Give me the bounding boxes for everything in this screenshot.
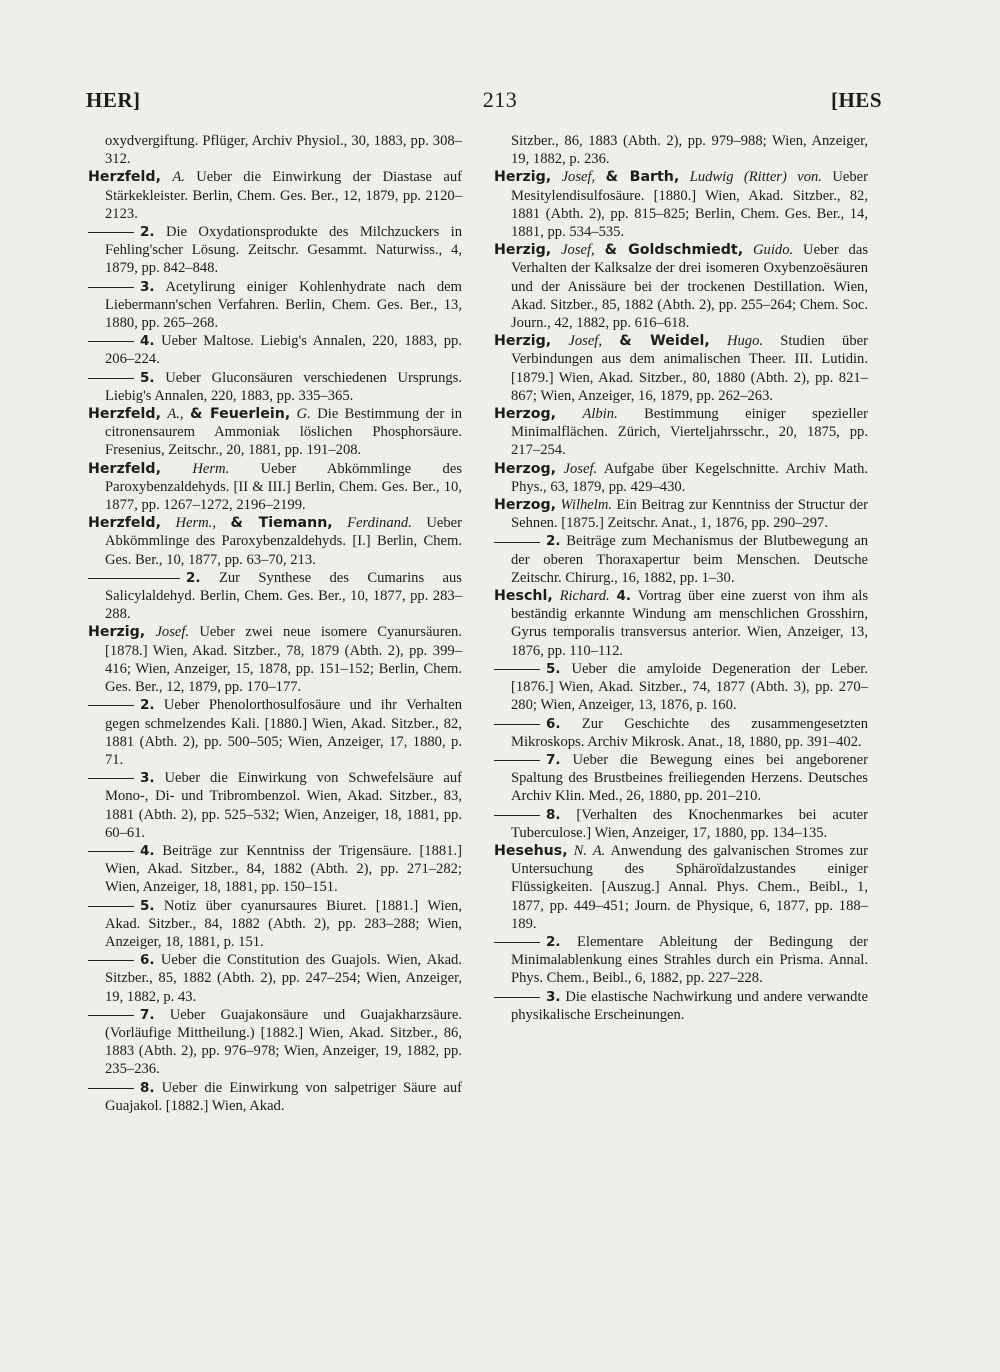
bibliography-entry bbox=[88, 460, 462, 515]
entry-text: Vortrag über eine zuerst von ihm als beständig erkannte Windung am menschlichen Grosshirn, Gyrus temporalis transversus anterior. Wien, Anzeiger, 13, 1876, pp. 110–112. bbox=[511, 588, 869, 659]
author-surname: Herzfeld, bbox=[88, 406, 161, 423]
entry-text: Notiz über cyanursaures Biuret. [1881.] Wien, Akad. Sitzber., 84, 1882 (Abth. 2), pp. 283–288; Wien, Anzeiger, 18, 1881, p. 151. bbox=[105, 897, 462, 950]
author-surname: Herzig, bbox=[88, 624, 146, 641]
author-given-name: N. A. bbox=[573, 842, 606, 859]
bibliography-entry bbox=[88, 332, 462, 368]
entry-text: Ueber die Einwirkung von Schwefelsäure auf Mono-, Di- und Tribrombenzol. Wien, Akad. Sitzber., 83, 1881 (Abth. 2), pp. 525–532; Wien, Anzeiger, 18, 1881, pp. 60–61. bbox=[105, 770, 462, 841]
author-surname: Herzfeld, bbox=[88, 515, 161, 532]
entry-number: 8. bbox=[546, 806, 561, 823]
ditto-rule bbox=[494, 815, 540, 816]
bibliography-entry bbox=[494, 241, 868, 332]
bibliography-entry bbox=[494, 532, 868, 587]
entry-text: Ueber die amyloide Degeneration der Leber. [1876.] Wien, Akad. Sitzber., 74, 1877 (Abth. 3), pp. 270–280; Wien, Anzeiger, 13, 1876, p. 160. bbox=[511, 660, 868, 714]
entry-text: Ueber die Bewegung eines bei angeborener Spaltung des Brustbeines freiliegenden Herzens. Deutsches Archiv Klin. Med., 26, 1880, pp. 201–210. bbox=[511, 751, 868, 805]
author-surname: Hesehus, bbox=[494, 842, 568, 859]
author-surname: Herzig, bbox=[494, 169, 552, 186]
bibliography-entry bbox=[88, 132, 462, 168]
bibliography-entry bbox=[494, 806, 868, 842]
entry-number: 4. bbox=[140, 842, 155, 859]
entry-number: 5. bbox=[546, 660, 561, 677]
bibliography-entry bbox=[88, 405, 462, 460]
ditto-rule bbox=[494, 669, 540, 670]
author-surname: Herzig, bbox=[494, 333, 552, 350]
entry-number: 3. bbox=[140, 770, 155, 787]
entry-text: Ueber die Constitution des Guajols. Wien, Akad. Sitzber., 85, 1882 (Abth. 2), pp. 247–254; Wien, Anzeiger, 19, 1882, p. 43. bbox=[105, 952, 462, 1005]
right-column bbox=[494, 132, 868, 1024]
author-given-name: A. bbox=[172, 169, 185, 186]
entry-text: [Verhalten des Knochenmarkes bei acuter Tuberculose.] Wien, Anzeiger, 17, 1880, pp. 134–135. bbox=[511, 806, 868, 841]
author-surname: Herzig, bbox=[494, 242, 552, 259]
entry-text: oxydvergiftung. Pflüger, Archiv Physiol., 30, 1883, pp. 308–312. bbox=[105, 133, 462, 168]
bibliography-entry bbox=[494, 751, 868, 806]
ditto-rule bbox=[494, 997, 540, 998]
entry-text: Studien über Verbindungen aus dem animalischen Theer. III. Lutidin. [1879.] Wien, Akad. Sitzber., 80, 1880 (Abth. 2), pp. 821–867; Wien, Anzeiger, 16, 1879, pp. 262–263. bbox=[511, 333, 868, 404]
coauthor-surname: & Tiemann, bbox=[230, 515, 333, 532]
entry-text: Ueber Guajakonsäure und Guajakharzsäure. (Vorläufige Mittheilung.) [1882.] Wien, Akad. Sitzber., 86, 1883 (Abth. 2), pp. 976–978; Wien, Anzeiger, 19, 1882, pp. 235–236. bbox=[105, 1006, 462, 1078]
ditto-rule bbox=[88, 578, 180, 579]
bibliography-entry bbox=[88, 1006, 462, 1079]
bibliography-entry bbox=[88, 623, 462, 696]
ditto-rule bbox=[88, 906, 134, 907]
entry-text: Die Bestimmung der in citronensaurem Ammoniak löslichen Phosphorsäure. Fresenius, Zeitschr., 20, 1881, pp. 191–208. bbox=[105, 406, 462, 459]
bibliography-entry bbox=[494, 587, 868, 660]
bibliography-entry bbox=[494, 715, 868, 751]
entry-number: 6. bbox=[546, 715, 561, 732]
author-given-name: A., bbox=[167, 406, 184, 423]
bibliography-entry bbox=[88, 514, 462, 569]
bibliography-entry bbox=[494, 460, 868, 496]
ditto-rule bbox=[494, 724, 540, 725]
ditto-rule bbox=[88, 851, 134, 852]
entry-text: Ueber die Einwirkung der Diastase auf Stärkekleister. Berlin, Chem. Ges. Ber., 12, 1879, pp. 2120–2123. bbox=[105, 169, 462, 222]
entry-text: Ueber das Verhalten der Kalksalze der drei isomeren Oxybenzoësäuren und der Anissäure bei der trockenen Destillation. Wien, Akad. Sitzber., 85, 1882 (Abth. 2), pp. 255–264; Chem. Soc. Journ., 42, 1882, pp. 616–618. bbox=[511, 242, 869, 332]
bibliography-entry bbox=[494, 332, 868, 405]
ditto-rule bbox=[88, 778, 134, 779]
ditto-rule bbox=[88, 341, 134, 342]
coauthor-surname: & Feuerlein, bbox=[189, 406, 291, 423]
entry-number: 5. bbox=[140, 369, 155, 386]
entry-number: 4. bbox=[616, 588, 632, 605]
entry-text: Acetylirung einiger Kohlenhydrate nach dem Liebermann'schen Verfahren. Berlin, Chem. Ges. Ber., 13, 1880, pp. 265–268. bbox=[105, 278, 463, 332]
entry-text: Zur Geschichte des zusammengesetzten Mikroskops. Archiv Mikrosk. Anat., 18, 1880, pp. 391–402. bbox=[511, 715, 868, 750]
ditto-rule bbox=[494, 542, 540, 543]
entry-text: Bestimmung einiger spezieller Minimalflächen. Zürich, Vierteljahrsschr., 20, 1875, pp. 217–254. bbox=[511, 406, 868, 459]
author-surname: Herzfeld, bbox=[88, 460, 161, 477]
running-head-left: HER] bbox=[86, 88, 141, 112]
bibliography-entry bbox=[88, 369, 462, 405]
author-given-name: Albin. bbox=[582, 406, 618, 423]
ditto-rule bbox=[494, 760, 540, 761]
entry-number: 2. bbox=[546, 533, 561, 550]
ditto-rule bbox=[88, 1088, 134, 1089]
entry-text: Sitzber., 86, 1883 (Abth. 2), pp. 979–988; Wien, Anzeiger, 19, 1882, p. 236. bbox=[511, 133, 868, 168]
bibliography-entry bbox=[88, 1079, 462, 1115]
coauthor-given-name: Ferdinand. bbox=[347, 515, 412, 532]
coauthor-given-name: Ludwig (Ritter) von. bbox=[689, 169, 822, 186]
ditto-rule bbox=[88, 960, 134, 961]
ditto-rule bbox=[88, 705, 134, 706]
ditto-rule bbox=[88, 287, 134, 288]
bibliography-entry bbox=[88, 278, 462, 333]
entry-text: Ein Beitrag zur Kenntniss der Structur der Sehnen. [1875.] Zeitschr. Anat., 1, 1876, pp. 290–297. bbox=[511, 497, 868, 532]
bibliography-entry bbox=[494, 496, 868, 532]
author-given-name: Josef, bbox=[561, 242, 595, 259]
bibliography-entry bbox=[494, 933, 868, 988]
coauthor-given-name: Guido. bbox=[753, 242, 794, 259]
entry-number: 3. bbox=[140, 278, 155, 295]
entry-text: Zur Synthese des Cumarins aus Salicylaldehyd. Berlin, Chem. Ges. Ber., 10, 1877, pp. 283–288. bbox=[105, 569, 462, 623]
coauthor-surname: & Barth, bbox=[605, 169, 680, 186]
entry-number: 2. bbox=[186, 569, 201, 586]
entry-number: 2. bbox=[546, 933, 561, 950]
author-surname: Heschl, bbox=[494, 588, 553, 605]
entry-number: 7. bbox=[546, 751, 561, 768]
author-surname: Herzog, bbox=[494, 460, 557, 477]
entry-number: 4. bbox=[140, 333, 155, 350]
entry-number: 3. bbox=[546, 988, 561, 1005]
author-given-name: Josef, bbox=[568, 333, 603, 350]
bibliography-entry bbox=[494, 988, 868, 1024]
entry-number: 2. bbox=[140, 224, 155, 241]
bibliography-entry bbox=[494, 132, 868, 168]
entry-text: Ueber Gluconsäuren verschiedenen Ursprungs. Liebig's Annalen, 220, 1883, pp. 335–365. bbox=[105, 369, 462, 404]
author-given-name: Josef. bbox=[563, 460, 598, 477]
entry-text: Ueber Abkömmlinge des Paroxybenzaldehyds. [I.] Berlin, Chem. Ges. Ber., 10, 1877, pp. 63–70, 213. bbox=[105, 515, 462, 568]
bibliography-entry bbox=[88, 897, 462, 952]
entry-text: Elementare Ableitung der Bedingung der Minimalablenkung eines Strahles durch ein Prisma. Annal. Phys. Chem., Beibl., 6, 1882, pp. 227–228. bbox=[511, 933, 868, 987]
entry-text: Die elastische Nachwirkung und andere verwandte physikalische Erscheinungen. bbox=[511, 988, 868, 1023]
author-given-name: Richard. bbox=[559, 588, 610, 605]
running-head-right: [HES bbox=[830, 88, 882, 112]
bibliography-entry bbox=[88, 168, 462, 223]
author-given-name: Josef, bbox=[561, 169, 596, 186]
bibliography-entry bbox=[88, 569, 462, 624]
author-surname: Herzog, bbox=[494, 497, 557, 514]
entry-number: 5. bbox=[140, 897, 155, 914]
bibliography-entry bbox=[494, 405, 868, 460]
coauthor-given-name: Hugo. bbox=[726, 333, 764, 350]
entry-text: Ueber Abkömmlinge des Paroxybenzaldehyds. [II & III.] Berlin, Chem. Ges. Ber., 10, 1877, pp. 1267–1272, 2196–2199. bbox=[105, 460, 462, 514]
bibliography-entry bbox=[88, 769, 462, 842]
entry-number: 7. bbox=[140, 1006, 155, 1023]
bibliography-entry bbox=[88, 696, 462, 769]
entry-text: Ueber zwei neue isomere Cyanursäuren. [1878.] Wien, Akad. Sitzber., 78, 1879 (Abth. 2), pp. 399–416; Wien, Anzeiger, 15, 1878, pp. 151–152; Berlin, Chem. Ges. Ber., 12, 1879, pp. 170–177. bbox=[105, 624, 462, 696]
author-surname: Herzog, bbox=[494, 406, 557, 423]
entry-text: Ueber Maltose. Liebig's Annalen, 220, 1883, pp. 206–224. bbox=[105, 333, 462, 368]
left-column bbox=[88, 132, 462, 1115]
entry-number: 8. bbox=[140, 1079, 155, 1096]
author-given-name: Josef. bbox=[155, 624, 190, 641]
entry-text: Beiträge zum Mechanismus der Blutbewegung an der oberen Thoraxapertur beim Menschen. Deutsche Zeitschr. Chirurg., 16, 1882, pp. 1–30. bbox=[511, 533, 868, 586]
entry-text: Aufgabe über Kegelschnitte. Archiv Math. Phys., 63, 1879, pp. 429–430. bbox=[511, 460, 869, 495]
ditto-rule bbox=[88, 232, 134, 233]
bibliography-entry bbox=[88, 842, 462, 897]
entry-text: Ueber Phenolorthosulfosäure und ihr Verhalten gegen schmelzendes Kali. [1880.] Wien, Akad. Sitzber., 82, 1881 (Abth. 2), pp. 500–505; Wien, Anzeiger, 17, 1880, p. 71. bbox=[105, 697, 462, 768]
coauthor-surname: & Goldschmiedt, bbox=[604, 242, 744, 259]
coauthor-surname: & Weidel, bbox=[619, 333, 710, 350]
entry-text: Anwendung des galvanischen Stromes zur Untersuchung des Sphäroïdalzustandes einiger Flüssigkeiten. [Auszug.] Annal. Phys. Chem., Beibl., 1, 1877, pp. 449–451; Journ. de Physique, 6, 1877, pp. 188–189. bbox=[511, 842, 868, 932]
ditto-rule bbox=[88, 1015, 134, 1016]
entry-number: 2. bbox=[140, 697, 155, 714]
ditto-rule bbox=[88, 378, 134, 379]
bibliography-entry bbox=[88, 951, 462, 1006]
page-number: 213 bbox=[482, 87, 518, 112]
bibliography-entry bbox=[494, 660, 868, 715]
author-given-name: Herm. bbox=[192, 460, 230, 477]
ditto-rule bbox=[494, 942, 540, 943]
entry-text: Ueber die Einwirkung von salpetriger Säure auf Guajakol. [1882.] Wien, Akad. bbox=[105, 1079, 462, 1114]
author-given-name: Herm., bbox=[175, 515, 216, 532]
entry-text: Die Oxydationsprodukte des Milchzuckers in Fehling'scher Lösung. Zeitschr. Gesammt. Naturwiss., 4, 1879, pp. 842–848. bbox=[105, 224, 462, 277]
entry-number: 6. bbox=[140, 952, 155, 969]
coauthor-given-name: G. bbox=[296, 406, 311, 423]
author-given-name: Wilhelm. bbox=[560, 497, 613, 514]
bibliography-entry bbox=[494, 168, 868, 241]
entry-text: Ueber Mesitylendisulfosäure. [1880.] Wien, Akad. Sitzber., 82, 1881 (Abth. 2), pp. 815–825; Berlin, Chem. Ges. Ber., 14, 1881, pp. 534–535. bbox=[511, 169, 868, 241]
bibliography-entry bbox=[494, 842, 868, 933]
bibliography-entry bbox=[88, 223, 462, 278]
entry-text: Beiträge zur Kenntniss der Trigensäure. [1881.] Wien, Akad. Sitzber., 84, 1882 (Abth. 2), pp. 271–282; Wien, Anzeiger, 18, 1881, pp. 150–151. bbox=[105, 842, 463, 896]
author-surname: Herzfeld, bbox=[88, 169, 161, 186]
